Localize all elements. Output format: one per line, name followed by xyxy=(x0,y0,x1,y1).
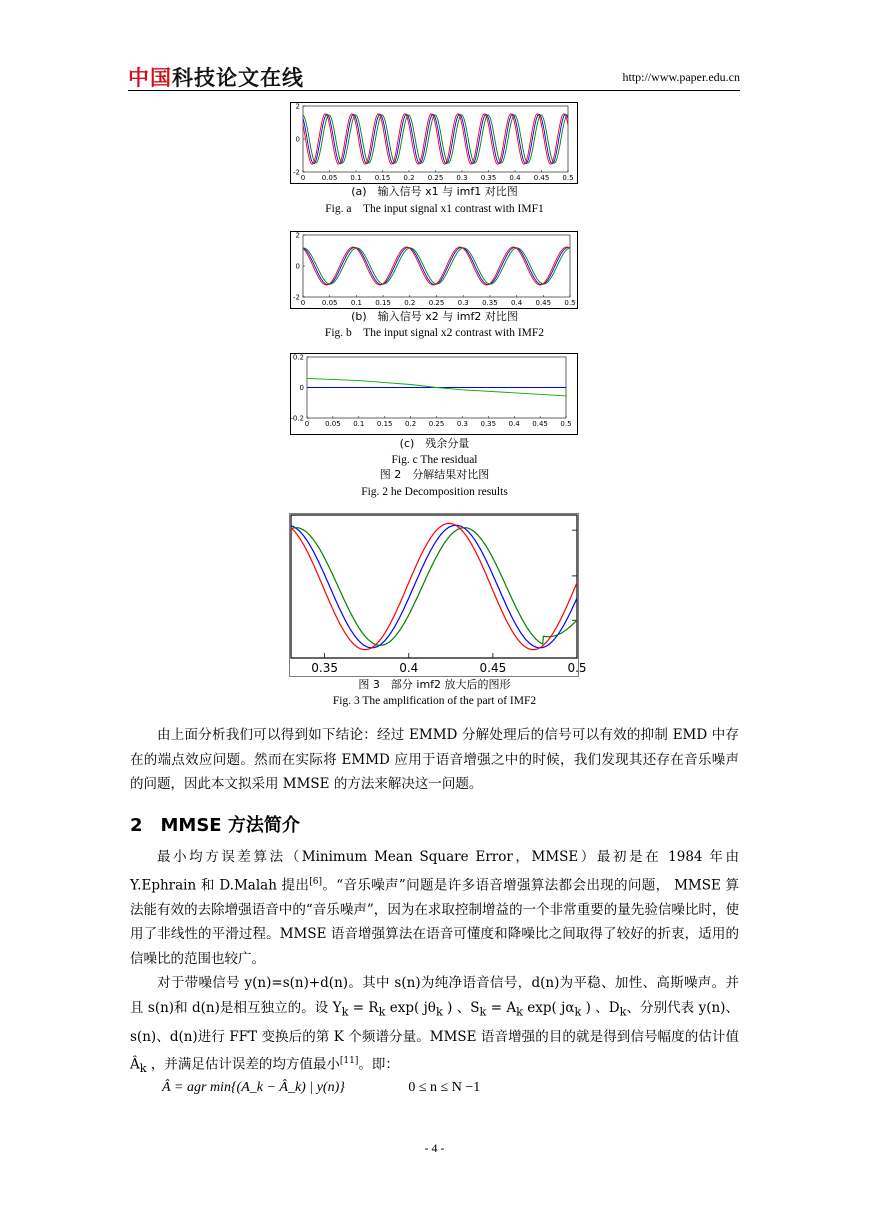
p3-sub: k xyxy=(619,1005,627,1019)
chart-b xyxy=(290,231,578,309)
x-tick-label: 0.3 xyxy=(457,299,469,307)
p3-o: 、分别代表 y(n)、s(n)、d(n)进行 FFT 变换后的第 K 个频谱分量。MMSE 语音增强的目的就是得到信号幅度的估计值 Â xyxy=(130,999,739,1073)
p3-a: 对于带噪信号 y(n)=s(n)+d(n)。其中 s(n)为纯净语音信号，d(n)为平稳、加性、高斯噪声。并且 s(n)和 d(n)是相互独立的。设 Y xyxy=(130,975,739,1016)
paragraph-2-part-b: 。“音乐噪声”问题是许多语音增强算法都会出现的问题， MMSE 算法能有效的去除增强语音中的“音乐噪声”，因为在求取控制增益的一个非常重要的量先验信噪比时，使用了非线性的平滑过程。MMSE 语音增强算法在语音可懂度和降噪比之间取得了较好的折衷，适用的信噪比的范围也较广。 xyxy=(130,877,740,967)
p3-q: ，并满足估计误差的均方值最小 xyxy=(146,1056,340,1073)
x-tick-label: 0.45 xyxy=(533,174,550,182)
x-tick-label: 0.05 xyxy=(321,174,338,182)
x-tick-label: 0.35 xyxy=(480,174,497,182)
x-tick-label: 0.1 xyxy=(350,299,362,307)
x-tick-label: 0.4 xyxy=(399,661,419,675)
x-tick-label: 0.45 xyxy=(479,661,507,675)
x-tick-label: 0.35 xyxy=(311,661,339,675)
y-tick-label: 0 xyxy=(299,384,304,392)
caption-fig2-en: Fig. 2 he Decomposition results xyxy=(361,486,508,498)
caption-b-en: Fig. b The input signal x2 contrast with IMF2 xyxy=(324,327,545,339)
chart-a xyxy=(290,102,578,184)
p3-k: exp( jα xyxy=(522,999,575,1016)
paragraph-2-part-a: 最小均方误差算法（Minimum Mean Square Error，MMSE）最初是在 1984 年由 Y.Ephrain 和 D.Malah 提出 xyxy=(130,849,739,893)
page-header xyxy=(128,60,740,91)
x-tick-label: 0.15 xyxy=(375,299,391,307)
p3-sub: k xyxy=(435,1005,443,1019)
paragraph-conclusion xyxy=(130,723,739,797)
caption-c-en: Fig. c The residual xyxy=(391,454,478,466)
figure-3 xyxy=(289,513,587,677)
section-title: 2 MMSE 方法简介 xyxy=(130,815,300,836)
p3-sub: k xyxy=(516,1005,523,1019)
paragraph-1-text: 由上面分析我们可以得到如下结论：经过 EMMD 分解处理后的信号可以有效的抑制 EMD 中存在的端点效应问题。然而在实际将 EMMD 应用于语音增强之中的时候，我们发现其还存在音乐噪声的问题，因此本文拟采用 MMSE 的方法来解决这一问题。 xyxy=(130,727,739,792)
y-tick-label: -2 xyxy=(293,168,300,177)
p3-e: exp( jθ xyxy=(385,999,436,1016)
x-tick-label: 0.1 xyxy=(350,174,362,182)
caption-fig3-cn: 图 3 部分 imf2 放大后的图形 xyxy=(358,678,511,691)
figure-a xyxy=(290,102,578,184)
x-tick-label: 0.4 xyxy=(508,420,520,428)
x-tick-label: 0.25 xyxy=(428,420,445,428)
x-tick-label: 0.45 xyxy=(532,420,548,428)
x-tick-label: 0.1 xyxy=(353,420,365,428)
figure-c xyxy=(290,353,578,435)
x-tick-label: 0 xyxy=(300,174,306,182)
x-tick-label: 0.5 xyxy=(562,174,574,182)
caption-a-en: Fig. a The input signal x1 contrast with IMF1 xyxy=(325,203,544,215)
x-tick-label: 0.3 xyxy=(456,174,468,182)
equation-expression: Â = agr min{(A_k − Â_k) | y(n)} xyxy=(162,1080,345,1095)
paragraph-2 xyxy=(130,845,739,971)
chart-fig3 xyxy=(289,513,587,677)
x-tick-label: 0.5 xyxy=(560,420,572,428)
page-number: - 4 - xyxy=(424,1141,445,1155)
p3-i: = A xyxy=(486,999,517,1016)
x-tick-label: 0.25 xyxy=(427,174,444,182)
citation-6[interactable]: [6] xyxy=(309,876,323,887)
x-tick-label: 0.25 xyxy=(428,299,445,307)
p3-m: ) 、D xyxy=(581,999,620,1016)
journal-logo xyxy=(128,62,304,92)
figure-b xyxy=(290,231,578,309)
caption-c-cn: (c) 残余分量 xyxy=(399,437,470,450)
y-tick-label: 0.2 xyxy=(292,353,304,362)
paragraph-mmse xyxy=(130,845,739,1082)
y-tick-label: 0 xyxy=(295,262,300,271)
x-tick-label: 0.5 xyxy=(567,661,587,675)
logo-black-text: 科技论文在线 xyxy=(172,66,304,90)
y-tick-label: 0 xyxy=(295,135,300,144)
x-tick-label: 0.05 xyxy=(321,299,338,307)
p3-sub: k xyxy=(574,1005,582,1019)
p3-r: 。即： xyxy=(358,1056,399,1073)
p3-sub: k xyxy=(341,1005,349,1019)
y-tick-label: -0.2 xyxy=(290,414,304,423)
x-tick-label: 0.2 xyxy=(404,299,416,307)
header-url[interactable]: http://www.paper.edu.cn xyxy=(622,70,740,84)
p3-sub: k xyxy=(378,1005,386,1019)
caption-fig3-en: Fig. 3 The amplification of the part of IMF2 xyxy=(332,695,537,707)
p3-sub: k xyxy=(479,1005,487,1019)
equation-mmse xyxy=(162,1080,480,1096)
y-tick-label: 2 xyxy=(295,231,300,240)
x-tick-label: 0.2 xyxy=(405,420,417,428)
x-tick-label: 0.35 xyxy=(482,299,498,307)
p3-sub: k xyxy=(139,1062,147,1076)
caption-b-cn: (b) 输入信号 x2 与 imf2 对比图 xyxy=(351,310,518,323)
chart-c xyxy=(290,353,578,435)
p3-g: ) 、S xyxy=(442,999,480,1016)
logo-red-text: 中国 xyxy=(128,66,172,90)
x-tick-label: 0.05 xyxy=(325,420,341,428)
p3-c: = R xyxy=(348,999,379,1016)
y-tick-label: -2 xyxy=(293,293,300,302)
caption-fig2-cn: 图 2 分解结果对比图 xyxy=(379,468,490,481)
x-tick-label: 0.4 xyxy=(509,174,521,182)
paragraph-3 xyxy=(130,971,739,1082)
x-tick-label: 0.2 xyxy=(403,174,415,182)
x-tick-label: 0.15 xyxy=(374,174,391,182)
x-tick-label: 0 xyxy=(304,420,310,428)
x-tick-label: 0.45 xyxy=(535,299,552,307)
x-tick-label: 0.35 xyxy=(480,420,497,428)
caption-a-cn: (a) 输入信号 x1 与 imf1 对比图 xyxy=(351,185,518,198)
x-tick-label: 0.3 xyxy=(456,420,468,428)
x-tick-label: 0.4 xyxy=(511,299,523,307)
x-tick-label: 0 xyxy=(300,299,306,307)
equation-condition: 0 ≤ n ≤ N −1 xyxy=(408,1080,481,1095)
y-tick-label: 2 xyxy=(295,102,300,111)
x-tick-label: 0.15 xyxy=(376,420,393,428)
x-tick-label: 0.5 xyxy=(564,299,576,307)
citation-11[interactable]: [11] xyxy=(339,1056,359,1067)
